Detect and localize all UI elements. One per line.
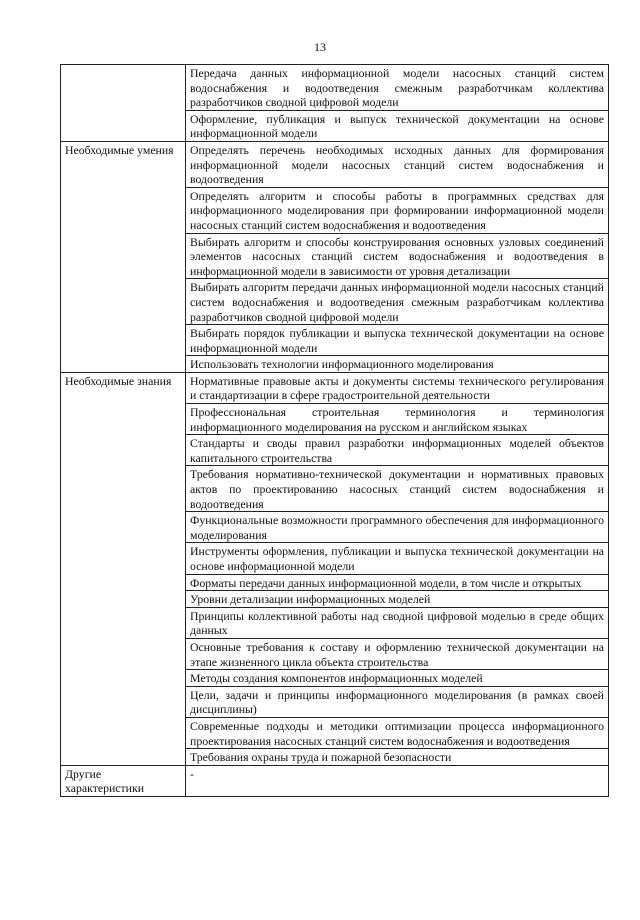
section-item: - [186,765,609,796]
section-item: Нормативные правовые акты и документы системы технического регулирования и стандартизации в сфере градостроительной деятельности [186,372,609,403]
section-item: Принципы коллективной работы над сводной цифровой моделью в среде общих данных [186,607,609,638]
section-item: Форматы передачи данных информационной модели, в том числе и открытых [186,574,609,591]
section-item: Использовать технологии информационного моделирования [186,356,609,373]
table-row [61,65,609,111]
section-item: Требования охраны труда и пожарной безопасности [186,749,609,766]
table-row [61,372,609,403]
section-item: Стандарты и своды правил разработки информационных моделей объектов капитального строительства [186,435,609,466]
section-item: Выбирать алгоритм и способы конструирования основных узловых соединений элементов насосных станций систем водоснабжения и водоотведения в информационной модели в зависимости от уровня детализации [186,233,609,279]
section-item: Основные требования к составу и оформлению технической документации на этапе жизненного цикла объекта строительства [186,638,609,669]
section-item: Требования нормативно-технической документации и нормативных правовых актов по проектированию насосных станций систем водоснабжения и водоотведения [186,466,609,512]
page-number: 13 [314,40,326,54]
section-item: Выбирать порядок публикации и выпуска технической документации на основе информационной модели [186,325,609,356]
section-item: Профессиональная строительная терминология и терминология информационного моделирования на русском и английском языках [186,404,609,435]
section-label: Необходимые знания [61,372,186,765]
table-row [61,765,609,796]
section-item: Оформление, публикация и выпуск технической документации на основе информационной модели [186,110,609,141]
section-item: Цели, задачи и принципы информационного моделирования (в рамках своей дисциплины) [186,686,609,717]
section-label: Необходимые умения [61,141,186,372]
section-item: Функциональные возможности программного обеспечения для информационного моделирования [186,512,609,543]
section-item: Определять алгоритм и способы работы в программных средствах для информационного моделирования при формировании информационной модели насосных станций систем водоснабжения и водоотведения [186,187,609,233]
section-item: Передача данных информационной модели насосных станций систем водоснабжения и водоотведения смежным разработчикам коллектива разработчиков сводной цифровой модели [186,65,609,111]
competency-table-body [61,65,609,797]
section-label: Другие характеристики [61,765,186,796]
competency-table [60,64,609,797]
table-row [61,141,609,187]
section-item: Уровни детализации информационных моделей [186,591,609,608]
section-label [61,65,186,142]
section-item: Выбирать алгоритм передачи данных информационной модели насосных станций систем водоснабжения и водоотведения смежным разработчикам коллектива разработчиков сводной цифровой модели [186,279,609,325]
section-item: Современные подходы и методики оптимизации процесса информационного проектирования насосных станций систем водоснабжения и водоотведения [186,717,609,748]
section-item: Инструменты оформления, публикации и выпуска технической документации на основе информационной модели [186,543,609,574]
section-item: Методы создания компонентов информационных моделей [186,670,609,687]
section-item: Определять перечень необходимых исходных данных для формирования информационной модели насосных станций систем водоснабжения и водоотведения [186,141,609,187]
